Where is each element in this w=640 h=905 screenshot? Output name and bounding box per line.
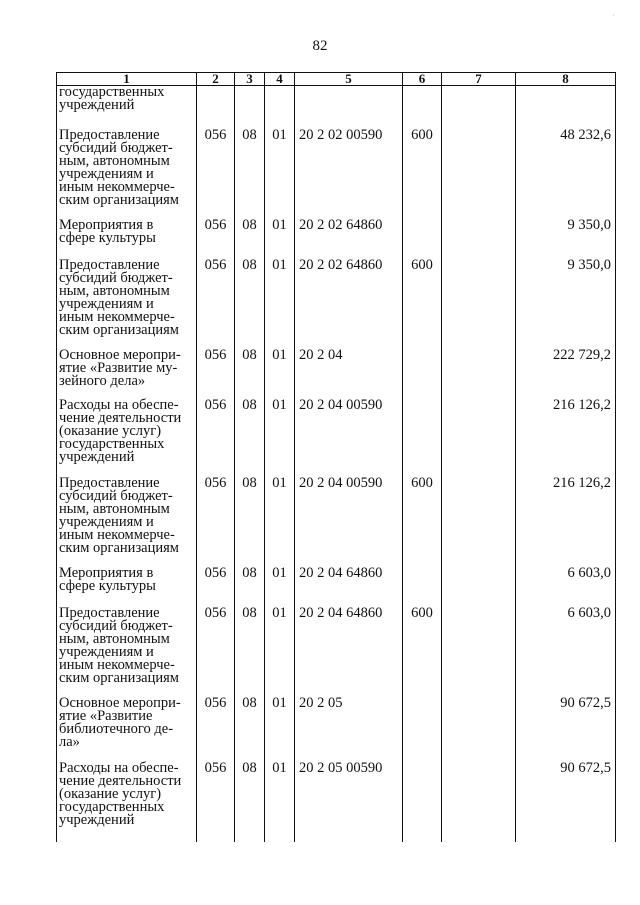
cell-col7: [442, 259, 516, 349]
cell-amount: 90 672,5: [516, 697, 616, 762]
cell-name: государственных учреждений: [57, 86, 197, 129]
cell-amount: 6 603,0: [516, 567, 616, 607]
cell-expense-type: [403, 86, 442, 129]
cell-ministry: [197, 86, 235, 129]
cell-target-code: 20 2 05: [295, 697, 403, 762]
cell-ministry: 056: [197, 259, 235, 349]
header-col-6: 6: [403, 73, 442, 86]
cell-amount: 9 350,0: [516, 219, 616, 259]
header-col-3: 3: [235, 73, 265, 86]
cell-expense-type: 600: [403, 477, 442, 567]
header-col-4: 4: [265, 73, 295, 86]
cell-name: Основное меропри- ятие «Развитие библиотечного де- ла»: [57, 697, 197, 762]
cell-target-code: 20 2 02 64860: [295, 259, 403, 349]
cell-expense-type: 600: [403, 259, 442, 349]
cell-amount: 222 729,2: [516, 349, 616, 399]
cell-subsection: 01: [265, 129, 295, 219]
table-row: [57, 349, 616, 399]
table-row: [57, 129, 616, 219]
cell-subsection: [265, 86, 295, 129]
cell-amount: 90 672,5: [516, 762, 616, 842]
cell-name: Мероприятия в сфере культуры: [57, 219, 197, 259]
cell-section: 08: [235, 349, 265, 399]
cell-section: [235, 86, 265, 129]
cell-target-code: 20 2 05 00590: [295, 762, 403, 842]
table-row: [57, 219, 616, 259]
cell-section: 08: [235, 762, 265, 842]
cell-col7: [442, 697, 516, 762]
cell-subsection: 01: [265, 349, 295, 399]
cell-expense-type: [403, 399, 442, 477]
cell-section: 08: [235, 607, 265, 697]
cell-ministry: 056: [197, 697, 235, 762]
cell-expense-type: [403, 567, 442, 607]
cell-name: Предоставление субсидий бюджет- ным, автономным учреждениям и иным некоммерче- ским организациям: [57, 259, 197, 349]
table-row: [57, 399, 616, 477]
table-row: [57, 762, 616, 842]
cell-section: 08: [235, 477, 265, 567]
cell-subsection: 01: [265, 567, 295, 607]
cell-subsection: 01: [265, 477, 295, 567]
cell-expense-type: [403, 697, 442, 762]
cell-subsection: 01: [265, 607, 295, 697]
cell-expense-type: [403, 219, 442, 259]
table-row: [57, 259, 616, 349]
cell-name: Мероприятия в сфере культуры: [57, 567, 197, 607]
table-row: [57, 607, 616, 697]
cell-ministry: 056: [197, 607, 235, 697]
cell-expense-type: 600: [403, 129, 442, 219]
page-number: 82: [312, 38, 328, 54]
cell-amount: 6 603,0: [516, 607, 616, 697]
cell-target-code: 20 2 02 00590: [295, 129, 403, 219]
cell-subsection: 01: [265, 762, 295, 842]
cell-amount: 48 232,6: [516, 129, 616, 219]
cell-ministry: 056: [197, 477, 235, 567]
table-row: [57, 697, 616, 762]
cell-amount: 216 126,2: [516, 399, 616, 477]
cell-expense-type: [403, 349, 442, 399]
cell-ministry: 056: [197, 129, 235, 219]
cell-subsection: 01: [265, 259, 295, 349]
table-row: [57, 86, 616, 129]
cell-ministry: 056: [197, 567, 235, 607]
table-row: [57, 477, 616, 567]
cell-section: 08: [235, 129, 265, 219]
cell-col7: [442, 86, 516, 129]
cell-section: 08: [235, 399, 265, 477]
cell-target-code: 20 2 04 00590: [295, 477, 403, 567]
cell-section: 08: [235, 697, 265, 762]
table-row: [57, 567, 616, 607]
header-col-7: 7: [442, 73, 516, 86]
header-col-2: 2: [197, 73, 235, 86]
cell-col7: [442, 607, 516, 697]
cell-target-code: 20 2 04 64860: [295, 607, 403, 697]
cell-section: 08: [235, 219, 265, 259]
cell-col7: [442, 399, 516, 477]
cell-ministry: 056: [197, 399, 235, 477]
cell-subsection: 01: [265, 219, 295, 259]
cell-name: Основное меропри- ятие «Развитие му- зейного дела»: [57, 349, 197, 399]
cell-amount: 9 350,0: [516, 259, 616, 349]
cell-expense-type: [403, 762, 442, 842]
cell-col7: [442, 477, 516, 567]
cell-target-code: 20 2 04 64860: [295, 567, 403, 607]
header-col-1: 1: [57, 73, 197, 86]
cell-name: Предоставление субсидий бюджет- ным, автономным учреждениям и иным некоммерче- ским организациям: [57, 607, 197, 697]
header-col-5: 5: [295, 73, 403, 86]
cell-name: Расходы на обеспе- чение деятельности (оказание услуг) государственных учреждений: [57, 762, 197, 842]
cell-name: Предоставление субсидий бюджет- ным, автономным учреждениям и иным некоммерче- ским организациям: [57, 477, 197, 567]
cell-ministry: 056: [197, 349, 235, 399]
cell-subsection: 01: [265, 697, 295, 762]
cell-name: Предоставление субсидий бюджет- ным, автономным учреждениям и иным некоммерче- ским организациям: [57, 129, 197, 219]
cell-col7: [442, 219, 516, 259]
scan-speck: ´: [612, 14, 616, 25]
cell-section: 08: [235, 259, 265, 349]
cell-col7: [442, 129, 516, 219]
cell-name: Расходы на обеспе- чение деятельности (оказание услуг) государственных учреждений: [57, 399, 197, 477]
cell-subsection: 01: [265, 399, 295, 477]
cell-target-code: [295, 86, 403, 129]
cell-col7: [442, 762, 516, 842]
cell-amount: 216 126,2: [516, 477, 616, 567]
cell-section: 08: [235, 567, 265, 607]
table-body: [57, 86, 616, 842]
cell-target-code: 20 2 04 00590: [295, 399, 403, 477]
cell-expense-type: 600: [403, 607, 442, 697]
header-col-8: 8: [516, 73, 616, 86]
cell-col7: [442, 567, 516, 607]
cell-target-code: 20 2 04: [295, 349, 403, 399]
cell-ministry: 056: [197, 762, 235, 842]
cell-amount: [516, 86, 616, 129]
cell-ministry: 056: [197, 219, 235, 259]
cell-target-code: 20 2 02 64860: [295, 219, 403, 259]
cell-col7: [442, 349, 516, 399]
budget-table: [56, 72, 616, 842]
